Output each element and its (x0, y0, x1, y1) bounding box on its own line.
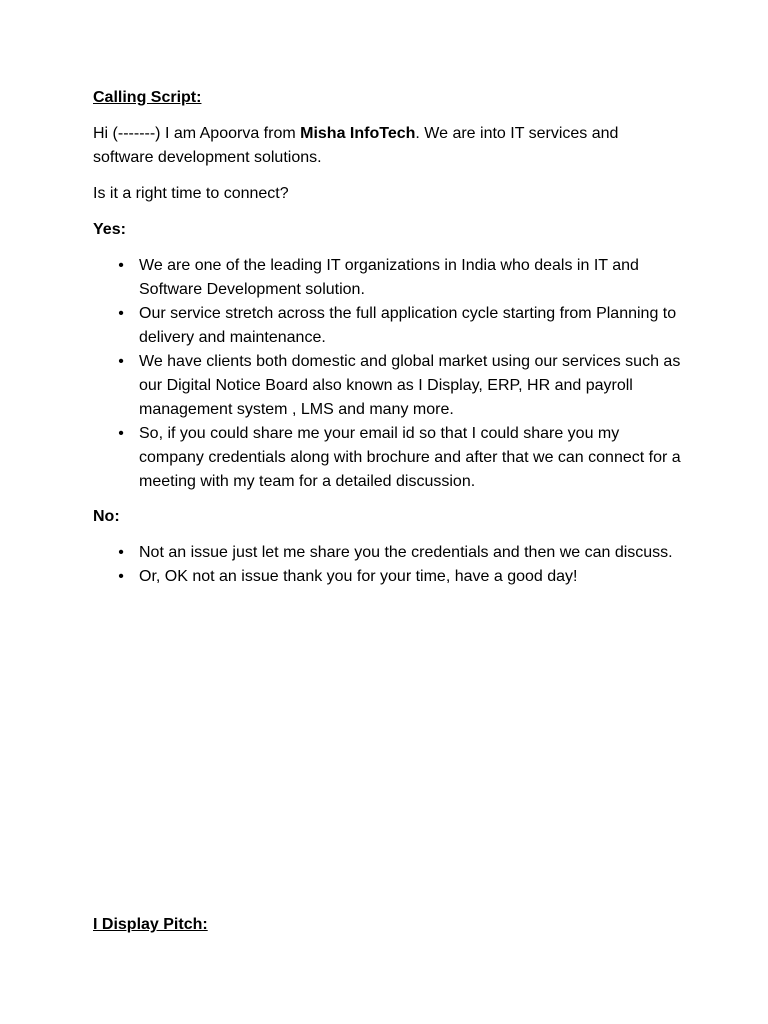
list-item (93, 422, 683, 494)
list-item-text: Not an issue just let me share you the credentials and then we can discuss. (139, 544, 673, 561)
list-item (93, 350, 683, 422)
list-item-text: We are one of the leading IT organizations in India who deals in IT and Software Development solution. (139, 257, 639, 298)
list-item (93, 541, 683, 565)
bullet-icon: • (118, 257, 124, 274)
calling-script-heading: Calling Script: (93, 89, 202, 106)
bullet-icon: • (118, 305, 124, 322)
intro-paragraph (93, 122, 683, 170)
i-display-pitch-heading: I Display Pitch: (93, 916, 208, 933)
intro-prefix: Hi (-------) I am Apoorva from (93, 125, 301, 142)
yes-label: Yes: (93, 221, 126, 238)
bullet-icon: • (118, 544, 124, 561)
list-item-text: Our service stretch across the full application cycle starting from Planning to delivery and maintenance. (139, 305, 677, 346)
list-item-text: Or, OK not an issue thank you for your time, have a good day! (139, 568, 578, 585)
list-item-text: So, if you could share me your email id so that I could share you my company credentials along with brochure and after that we can connect for a meeting with my team for a detailed discussion. (139, 425, 681, 490)
intro-suffix: . We are into IT services and software development solutions. (93, 125, 619, 166)
no-response-list (93, 541, 683, 589)
bullet-icon: • (118, 568, 124, 585)
list-item (93, 565, 683, 589)
connect-question: Is it a right time to connect? (93, 185, 289, 202)
list-item-text: We have clients both domestic and global market using our services such as our Digital Notice Board also known as I Display, ERP, HR and payroll management system , LMS and many more. (139, 353, 681, 418)
no-label: No: (93, 508, 120, 525)
yes-response-list (93, 254, 683, 494)
company-name: Misha InfoTech (300, 125, 416, 142)
list-item (93, 254, 683, 302)
bullet-icon: • (118, 353, 124, 370)
list-item (93, 302, 683, 350)
bullet-icon: • (118, 425, 124, 442)
